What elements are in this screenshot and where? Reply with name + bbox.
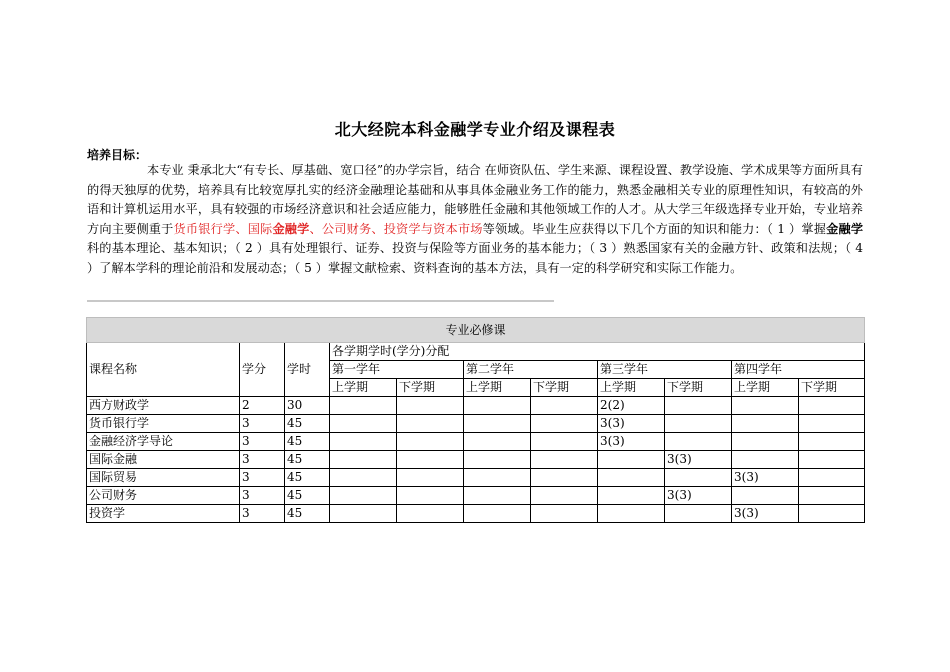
header-term: 下学期	[665, 379, 732, 397]
term-cell: 3(3)	[598, 415, 665, 433]
term-cell	[464, 415, 531, 433]
credits-cell: 3	[240, 469, 285, 487]
focus-areas-red-2: 、公司财务、投资学与资本市场	[309, 221, 483, 236]
header-term: 下学期	[397, 379, 464, 397]
credits-cell: 3	[240, 451, 285, 469]
credits-cell: 3	[240, 487, 285, 505]
table-row	[87, 433, 865, 451]
focus-areas-red-bold: 金融学	[272, 221, 310, 236]
paragraph-text-3: 科的基本理论、基本知识；（ 2 ）具有处理银行、证券、投资与保险等方面业务的基本能力；（ 3 ）熟悉国家有关的金融方针、政策和法规；（ 4 ）了解本学科的理论前沿和发展动态；（ 5 ）掌握文献检索、资料查询的基本方法，具有一定的科学研究和实际工作能力。	[87, 241, 863, 275]
term-cell	[598, 451, 665, 469]
table-banner: 专业必修课	[87, 318, 865, 343]
term-cell	[531, 487, 598, 505]
term-cell	[799, 487, 865, 505]
term-cell	[531, 397, 598, 415]
term-cell	[665, 397, 732, 415]
term-cell	[464, 469, 531, 487]
term-cell: 3(3)	[732, 469, 799, 487]
header-year-4: 第四学年	[732, 361, 865, 379]
header-distribution: 各学期学时(学分)分配	[330, 343, 865, 361]
term-cell	[330, 505, 397, 523]
term-cell	[397, 505, 464, 523]
term-cell	[732, 397, 799, 415]
term-cell	[665, 469, 732, 487]
term-cell	[732, 433, 799, 451]
term-cell	[799, 451, 865, 469]
header-term: 上学期	[598, 379, 665, 397]
term-cell: 3(3)	[665, 487, 732, 505]
term-cell	[598, 487, 665, 505]
course-name-cell: 货币银行学	[87, 415, 240, 433]
hours-cell: 45	[285, 433, 330, 451]
table-row	[87, 451, 865, 469]
header-year-1: 第一学年	[330, 361, 464, 379]
header-row-1	[87, 343, 865, 361]
term-cell	[732, 487, 799, 505]
term-cell	[799, 415, 865, 433]
term-cell	[665, 415, 732, 433]
credits-cell: 3	[240, 415, 285, 433]
term-cell	[598, 469, 665, 487]
course-name-cell: 投资学	[87, 505, 240, 523]
term-cell	[531, 415, 598, 433]
hours-cell: 45	[285, 451, 330, 469]
page-title: 北大经院本科金融学专业介绍及课程表	[334, 120, 616, 139]
credits-cell: 3	[240, 433, 285, 451]
divider-line	[87, 300, 554, 302]
term-cell	[464, 451, 531, 469]
term-cell: 2(2)	[598, 397, 665, 415]
header-hours: 学时	[285, 343, 330, 397]
hours-cell: 45	[285, 469, 330, 487]
goal-label: 培养目标：	[87, 148, 148, 162]
term-cell	[732, 451, 799, 469]
term-cell	[665, 433, 732, 451]
term-cell	[397, 487, 464, 505]
term-cell	[531, 505, 598, 523]
term-cell	[330, 433, 397, 451]
focus-areas-red-1: 货币银行学、国际	[173, 221, 273, 236]
table-row	[87, 487, 865, 505]
term-cell	[799, 433, 865, 451]
term-cell	[799, 505, 865, 523]
term-cell	[330, 397, 397, 415]
term-cell	[531, 451, 598, 469]
term-cell	[397, 415, 464, 433]
term-cell	[598, 505, 665, 523]
header-term: 下学期	[799, 379, 865, 397]
term-cell	[397, 451, 464, 469]
paragraph-text-2: 等领域。毕业生应获得以下几个方面的知识和能力：（ 1 ）掌握	[482, 221, 827, 236]
hours-cell: 45	[285, 415, 330, 433]
course-name-cell: 西方财政学	[87, 397, 240, 415]
header-term: 下学期	[531, 379, 598, 397]
term-cell: 3(3)	[665, 451, 732, 469]
table-row	[87, 469, 865, 487]
term-cell	[464, 487, 531, 505]
table-banner-row	[87, 318, 865, 343]
term-cell	[330, 451, 397, 469]
table-row	[87, 505, 865, 523]
table-row	[87, 397, 865, 415]
goal-paragraph	[87, 161, 863, 279]
credits-cell: 2	[240, 397, 285, 415]
header-credits: 学分	[240, 343, 285, 397]
term-cell	[464, 505, 531, 523]
term-cell	[397, 433, 464, 451]
header-year-3: 第三学年	[598, 361, 732, 379]
term-cell	[330, 487, 397, 505]
term-cell	[531, 433, 598, 451]
term-cell	[464, 397, 531, 415]
hours-cell: 45	[285, 487, 330, 505]
header-term: 上学期	[732, 379, 799, 397]
term-cell	[397, 469, 464, 487]
term-cell	[330, 469, 397, 487]
header-course-name: 课程名称	[87, 343, 240, 397]
paragraph-text-1: 本专业 秉承北大“有专长、厚基础、宽口径”的办学宗旨，结合 在师资队伍、学生来源、课程设置、教学设施、学术成果等方面所具有的得天独厚的优势，培养具有比较宽厚扎实的经济金融理论基础和从事具体金融业务工作的能力，熟悉金融相关专业的原理性知识，有较高的外语和计算机运用水平，具有较强的市场经济意识和社会适应能力，能够胜任金融和其他领域工作的人才。从大学三年级选择专业开始，专业培养方向主要侧重于	[87, 163, 863, 236]
credits-cell: 3	[240, 505, 285, 523]
term-cell	[330, 415, 397, 433]
course-name-cell: 国际贸易	[87, 469, 240, 487]
term-cell	[799, 469, 865, 487]
header-term: 上学期	[330, 379, 397, 397]
hours-cell: 30	[285, 397, 330, 415]
term-cell	[665, 505, 732, 523]
header-year-2: 第二学年	[464, 361, 598, 379]
paragraph-bold-term: 金融学	[826, 221, 864, 236]
course-name-cell: 金融经济学导论	[87, 433, 240, 451]
term-cell	[531, 469, 598, 487]
term-cell: 3(3)	[598, 433, 665, 451]
term-cell	[397, 397, 464, 415]
header-term: 上学期	[464, 379, 531, 397]
term-cell: 3(3)	[732, 505, 799, 523]
term-cell	[464, 433, 531, 451]
course-table	[86, 317, 865, 523]
table-row	[87, 415, 865, 433]
term-cell	[799, 397, 865, 415]
hours-cell: 45	[285, 505, 330, 523]
course-name-cell: 公司财务	[87, 487, 240, 505]
course-name-cell: 国际金融	[87, 451, 240, 469]
term-cell	[732, 415, 799, 433]
